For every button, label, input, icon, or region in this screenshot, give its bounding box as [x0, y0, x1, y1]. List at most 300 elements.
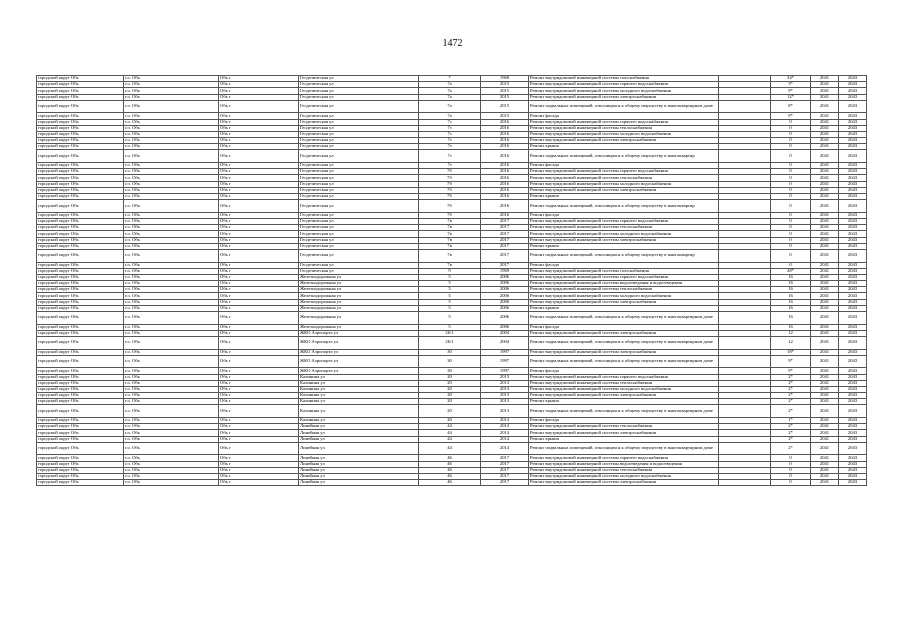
cell-settlement: г.о. Обь — [124, 467, 219, 473]
cell-end-year: 2043 — [839, 200, 867, 213]
cell-blank — [719, 405, 771, 418]
cell-street: Геодезическая ул — [299, 113, 419, 119]
cell-municipality: городской округ Обь — [37, 268, 124, 274]
cell-municipality: городской округ Обь — [37, 355, 124, 368]
cell-street: Железнодорожная ул — [299, 274, 419, 280]
cell-house: 5 — [419, 281, 481, 287]
cell-street: Геодезическая ул — [299, 237, 419, 243]
cell-blank — [719, 442, 771, 455]
cell-year: 2016 — [481, 187, 529, 193]
cell-settlement: г.о. Обь — [124, 249, 219, 262]
cell-municipality: городской округ Обь — [37, 194, 124, 200]
cell-municipality: городской округ Обь — [37, 237, 124, 243]
cell-municipality: городской округ Обь — [37, 274, 124, 280]
cell-settlement: г.о. Обь — [124, 399, 219, 405]
cell-start-year: 2041 — [811, 274, 839, 280]
cell-work-type: Ремонт подвальных помещений, относящихся к общему имуществу в многоквартир — [529, 249, 719, 262]
cell-house: 7з — [419, 144, 481, 150]
cell-settlement: г.о. Обь — [124, 76, 219, 82]
cell-count: 9* — [771, 368, 811, 374]
cell-street: Геодезическая ул — [299, 194, 419, 200]
cell-locality: Обь г — [219, 138, 299, 144]
cell-street: Калинина ул — [299, 380, 419, 386]
cell-work-type: Ремонт фасада — [529, 368, 719, 374]
cell-house: 5 — [419, 305, 481, 311]
cell-locality: Обь г — [219, 237, 299, 243]
cell-year: 2015 — [481, 113, 529, 119]
cell-year: 2006 — [481, 312, 529, 325]
cell-count: 2* — [771, 380, 811, 386]
cell-end-year: 2043 — [839, 467, 867, 473]
cell-count: 16 — [771, 305, 811, 311]
cell-street: Геодезическая ул — [299, 175, 419, 181]
cell-house: 20 — [419, 405, 481, 418]
cell-locality: Обь г — [219, 418, 299, 424]
cell-house: 20 — [419, 399, 481, 405]
cell-start-year: 2041 — [811, 480, 839, 486]
cell-work-type: Ремонт внутридомовой инженерной системы теплоснабжения — [529, 380, 719, 386]
cell-work-type: Ремонт фасада — [529, 163, 719, 169]
cell-locality: Обь г — [219, 194, 299, 200]
cell-year: 2016 — [481, 119, 529, 125]
cell-locality: Обь г — [219, 144, 299, 150]
cell-start-year: 2041 — [811, 380, 839, 386]
cell-work-type: Ремонт подвальных помещений, относящихся к общему имуществу в многоквартирном доме — [529, 442, 719, 455]
cell-end-year: 2043 — [839, 274, 867, 280]
cell-count: 12 — [771, 336, 811, 349]
cell-locality: Обь г — [219, 424, 299, 430]
cell-count: 2* — [771, 393, 811, 399]
cell-municipality: городской округ Обь — [37, 480, 124, 486]
cell-work-type: Ремонт внутридомовой инженерной системы теплоснабжения — [529, 424, 719, 430]
cell-work-type: Ремонт крыши — [529, 243, 719, 249]
cell-municipality: городской округ Обь — [37, 249, 124, 262]
cell-start-year: 2041 — [811, 249, 839, 262]
cell-year: 2017 — [481, 218, 529, 224]
cell-locality: Обь г — [219, 225, 299, 231]
cell-count: 2* — [771, 430, 811, 436]
cell-year: 2017 — [481, 231, 529, 237]
cell-end-year: 2043 — [839, 100, 867, 113]
cell-locality: Обь г — [219, 336, 299, 349]
cell-street: Геодезическая ул — [299, 94, 419, 100]
cell-start-year: 2041 — [811, 405, 839, 418]
cell-end-year: 2043 — [839, 119, 867, 125]
cell-count: 0 — [771, 150, 811, 163]
cell-count: 2* — [771, 386, 811, 392]
cell-start-year: 2041 — [811, 399, 839, 405]
cell-work-type: Ремонт внутридомовой инженерной системы холодного водоснабжения — [529, 293, 719, 299]
cell-street: ЖКО Аэропорта ул — [299, 336, 419, 349]
cell-count: 0 — [771, 144, 811, 150]
cell-count: 16 — [771, 299, 811, 305]
cell-settlement: г.о. Обь — [124, 480, 219, 486]
cell-locality: Обь г — [219, 231, 299, 237]
cell-street: Геодезическая ул — [299, 249, 419, 262]
cell-end-year: 2043 — [839, 368, 867, 374]
cell-work-type: Ремонт крыши — [529, 436, 719, 442]
cell-house: 44 — [419, 436, 481, 442]
cell-work-type: Ремонт внутридомовой инженерной системы газоснабжения — [529, 268, 719, 274]
cell-locality: Обь г — [219, 330, 299, 336]
cell-work-type: Ремонт внутридомовой инженерной системы теплоснабжения — [529, 175, 719, 181]
cell-house: 7з — [419, 131, 481, 137]
cell-work-type: Ремонт подвальных помещений, относящихся к общему имуществу в многоквартирном доме — [529, 312, 719, 325]
cell-house: 30 — [419, 349, 481, 355]
cell-work-type: Ремонт подвальных помещений, относящихся к общему имуществу в многоквартирном доме — [529, 100, 719, 113]
cell-house: 20 — [419, 380, 481, 386]
cell-work-type: Ремонт внутридомовой инженерной системы теплоснабжения — [529, 287, 719, 293]
cell-municipality: городской округ Обь — [37, 163, 124, 169]
cell-settlement: г.о. Обь — [124, 231, 219, 237]
cell-count: 0 — [771, 461, 811, 467]
cell-end-year: 2043 — [839, 418, 867, 424]
cell-end-year: 2043 — [839, 243, 867, 249]
cell-year: 2013 — [481, 386, 529, 392]
cell-year: 2016 — [481, 169, 529, 175]
cell-house: 7в — [419, 218, 481, 224]
cell-locality: Обь г — [219, 368, 299, 374]
cell-year: 2013 — [481, 418, 529, 424]
cell-end-year: 2043 — [839, 94, 867, 100]
table-row — [37, 100, 867, 113]
cell-locality: Обь г — [219, 349, 299, 355]
cell-year: 2006 — [481, 287, 529, 293]
cell-start-year: 2041 — [811, 212, 839, 218]
cell-municipality: городской округ Обь — [37, 386, 124, 392]
cell-year: 2016 — [481, 175, 529, 181]
cell-end-year: 2043 — [839, 436, 867, 442]
cell-locality: Обь г — [219, 212, 299, 218]
cell-house: 26/1 — [419, 330, 481, 336]
cell-start-year: 2041 — [811, 88, 839, 94]
cell-count: 9* — [771, 88, 811, 94]
cell-locality: Обь г — [219, 150, 299, 163]
cell-locality: Обь г — [219, 131, 299, 137]
cell-settlement: г.о. Обь — [124, 355, 219, 368]
cell-street: Калинина ул — [299, 405, 419, 418]
cell-start-year: 2041 — [811, 305, 839, 311]
cell-start-year: 2041 — [811, 76, 839, 82]
cell-end-year: 2043 — [839, 349, 867, 355]
cell-house: 7б — [419, 169, 481, 175]
cell-count: 0 — [771, 237, 811, 243]
table-row — [37, 249, 867, 262]
cell-locality: Обь г — [219, 355, 299, 368]
cell-house: 5 — [419, 287, 481, 293]
cell-house: 20 — [419, 374, 481, 380]
cell-end-year: 2043 — [839, 163, 867, 169]
cell-start-year: 2041 — [811, 467, 839, 473]
cell-year: 1969 — [481, 268, 529, 274]
cell-work-type: Ремонт внутридомовой инженерной системы теплоснабжения — [529, 467, 719, 473]
cell-house: 46 — [419, 461, 481, 467]
cell-settlement: г.о. Обь — [124, 281, 219, 287]
cell-street: Геодезическая ул — [299, 243, 419, 249]
cell-count: 0 — [771, 262, 811, 268]
cell-start-year: 2041 — [811, 430, 839, 436]
cell-count: 0 — [771, 473, 811, 479]
cell-count: 0 — [771, 225, 811, 231]
cell-work-type: Ремонт внутридомовой инженерной системы горячего водоснабжения — [529, 455, 719, 461]
cell-blank — [719, 150, 771, 163]
cell-year: 1997 — [481, 349, 529, 355]
cell-count: 16 — [771, 274, 811, 280]
cell-year: 2016 — [481, 194, 529, 200]
cell-year: 2014 — [481, 436, 529, 442]
cell-settlement: г.о. Обь — [124, 336, 219, 349]
cell-work-type: Ремонт крыши — [529, 194, 719, 200]
cell-house: 7б — [419, 181, 481, 187]
cell-start-year: 2041 — [811, 262, 839, 268]
table-row — [37, 150, 867, 163]
table-row — [37, 200, 867, 213]
cell-locality: Обь г — [219, 393, 299, 399]
cell-settlement: г.о. Обь — [124, 405, 219, 418]
cell-street: Геодезическая ул — [299, 144, 419, 150]
cell-year: 2013 — [481, 393, 529, 399]
cell-end-year: 2043 — [839, 76, 867, 82]
cell-end-year: 2043 — [839, 355, 867, 368]
cell-settlement: г.о. Обь — [124, 88, 219, 94]
cell-settlement: г.о. Обь — [124, 218, 219, 224]
cell-work-type: Ремонт фасада — [529, 113, 719, 119]
cell-settlement: г.о. Обь — [124, 175, 219, 181]
cell-municipality: городской округ Обь — [37, 393, 124, 399]
cell-start-year: 2041 — [811, 218, 839, 224]
cell-count: 0 — [771, 131, 811, 137]
cell-locality: Обь г — [219, 430, 299, 436]
cell-settlement: г.о. Обь — [124, 125, 219, 131]
cell-settlement: г.о. Обь — [124, 424, 219, 430]
cell-street: Калинина ул — [299, 386, 419, 392]
cell-start-year: 2041 — [811, 131, 839, 137]
cell-work-type: Ремонт внутридомовой инженерной системы холодного водоснабжения — [529, 181, 719, 187]
cell-year: 2015 — [481, 82, 529, 88]
cell-end-year: 2043 — [839, 330, 867, 336]
cell-house: 44 — [419, 442, 481, 455]
cell-street: Железнодорожная ул — [299, 305, 419, 311]
cell-work-type: Ремонт внутридомовой инженерной системы электроснабжения — [529, 330, 719, 336]
cell-house: 30 — [419, 355, 481, 368]
cell-municipality: городской округ Обь — [37, 349, 124, 355]
cell-year: 1997 — [481, 355, 529, 368]
cell-street: Геодезическая ул — [299, 169, 419, 175]
cell-street: Геодезическая ул — [299, 82, 419, 88]
cell-house: 20 — [419, 386, 481, 392]
cell-work-type: Ремонт внутридомовой инженерной системы холодного водоснабжения — [529, 88, 719, 94]
cell-locality: Обь г — [219, 169, 299, 175]
cell-house: 7б — [419, 194, 481, 200]
cell-street: Геодезическая ул — [299, 181, 419, 187]
cell-locality: Обь г — [219, 312, 299, 325]
cell-street: Геодезическая ул — [299, 268, 419, 274]
cell-settlement: г.о. Обь — [124, 293, 219, 299]
cell-municipality: городской округ Обь — [37, 138, 124, 144]
cell-locality: Обь г — [219, 268, 299, 274]
cell-settlement: г.о. Обь — [124, 194, 219, 200]
cell-street: ЖКО Аэропорта ул — [299, 330, 419, 336]
cell-end-year: 2043 — [839, 281, 867, 287]
cell-count: 12 — [771, 330, 811, 336]
cell-year: 2016 — [481, 181, 529, 187]
table-row — [37, 312, 867, 325]
cell-year: 2013 — [481, 399, 529, 405]
cell-year: 2006 — [481, 299, 529, 305]
cell-street: Линейная ул — [299, 473, 419, 479]
cell-count: 16 — [771, 281, 811, 287]
cell-start-year: 2041 — [811, 138, 839, 144]
cell-settlement: г.о. Обь — [124, 386, 219, 392]
cell-settlement: г.о. Обь — [124, 330, 219, 336]
cell-municipality: городской округ Обь — [37, 262, 124, 268]
cell-street: Геодезическая ул — [299, 163, 419, 169]
cell-work-type: Ремонт внутридомовой инженерной системы электроснабжения — [529, 138, 719, 144]
cell-locality: Обь г — [219, 442, 299, 455]
cell-municipality: городской округ Обь — [37, 144, 124, 150]
cell-street: Линейная ул — [299, 436, 419, 442]
cell-municipality: городской округ Обь — [37, 187, 124, 193]
cell-start-year: 2041 — [811, 150, 839, 163]
cell-house: 7в — [419, 231, 481, 237]
cell-year: 2017 — [481, 249, 529, 262]
cell-work-type: Ремонт подвальных помещений, относящихся к общему имуществу в многоквартир — [529, 150, 719, 163]
cell-work-type: Ремонт внутридомовой инженерной системы теплоснабжения — [529, 225, 719, 231]
cell-count: 0 — [771, 119, 811, 125]
cell-end-year: 2043 — [839, 324, 867, 330]
cell-start-year: 2041 — [811, 100, 839, 113]
cell-count: 12* — [771, 94, 811, 100]
cell-end-year: 2043 — [839, 312, 867, 325]
cell-municipality: городской округ Обь — [37, 442, 124, 455]
cell-end-year: 2043 — [839, 88, 867, 94]
cell-year: 2014 — [481, 442, 529, 455]
cell-start-year: 2041 — [811, 225, 839, 231]
cell-locality: Обь г — [219, 76, 299, 82]
cell-settlement: г.о. Обь — [124, 237, 219, 243]
cell-count: 0 — [771, 455, 811, 461]
cell-work-type: Ремонт внутридомовой инженерной системы электроснабжения — [529, 480, 719, 486]
cell-municipality: городской округ Обь — [37, 467, 124, 473]
cell-house: 7з — [419, 138, 481, 144]
cell-end-year: 2043 — [839, 455, 867, 461]
cell-year: 1968 — [481, 76, 529, 82]
cell-street: Железнодорожная ул — [299, 287, 419, 293]
cell-end-year: 2043 — [839, 386, 867, 392]
cell-year: 2015 — [481, 94, 529, 100]
cell-locality: Обь г — [219, 305, 299, 311]
cell-house: 7а — [419, 113, 481, 119]
cell-year: 2004 — [481, 330, 529, 336]
cell-municipality: городской округ Обь — [37, 473, 124, 479]
cell-settlement: г.о. Обь — [124, 473, 219, 479]
cell-work-type: Ремонт внутридомовой инженерной системы электроснабжения — [529, 299, 719, 305]
cell-year: 2016 — [481, 125, 529, 131]
cell-locality: Обь г — [219, 324, 299, 330]
cell-blank — [719, 480, 771, 486]
cell-municipality: городской округ Обь — [37, 461, 124, 467]
cell-house: 7з — [419, 163, 481, 169]
cell-locality: Обь г — [219, 299, 299, 305]
cell-settlement: г.о. Обь — [124, 138, 219, 144]
capital-repair-table — [36, 75, 867, 486]
cell-municipality: городской округ Обь — [37, 436, 124, 442]
cell-count: 2* — [771, 405, 811, 418]
cell-year: 2006 — [481, 293, 529, 299]
cell-house: 7з — [419, 150, 481, 163]
cell-end-year: 2043 — [839, 237, 867, 243]
cell-house: 5 — [419, 324, 481, 330]
cell-start-year: 2041 — [811, 287, 839, 293]
cell-house: 7а — [419, 94, 481, 100]
cell-locality: Обь г — [219, 480, 299, 486]
cell-street: ЖКО Аэропорта ул — [299, 355, 419, 368]
cell-street: Железнодорожная ул — [299, 324, 419, 330]
cell-street: Линейная ул — [299, 461, 419, 467]
cell-settlement: г.о. Обь — [124, 144, 219, 150]
cell-work-type: Ремонт внутридомовой инженерной системы водоотведения и водоотведения — [529, 461, 719, 467]
cell-settlement: г.о. Обь — [124, 393, 219, 399]
cell-start-year: 2041 — [811, 299, 839, 305]
cell-locality: Обь г — [219, 287, 299, 293]
cell-locality: Обь г — [219, 175, 299, 181]
cell-work-type: Ремонт внутридомовой инженерной системы электроснабжения — [529, 237, 719, 243]
cell-year: 2017 — [481, 461, 529, 467]
cell-settlement: г.о. Обь — [124, 287, 219, 293]
cell-count: 34* — [771, 76, 811, 82]
cell-house: 7в — [419, 225, 481, 231]
cell-municipality: городской округ Обь — [37, 94, 124, 100]
cell-settlement: г.о. Обь — [124, 200, 219, 213]
cell-locality: Обь г — [219, 200, 299, 213]
table-body — [37, 76, 867, 486]
cell-year: 2004 — [481, 336, 529, 349]
cell-year: 2016 — [481, 138, 529, 144]
cell-locality: Обь г — [219, 467, 299, 473]
cell-start-year: 2041 — [811, 113, 839, 119]
cell-start-year: 2041 — [811, 175, 839, 181]
cell-settlement: г.о. Обь — [124, 305, 219, 311]
cell-locality: Обь г — [219, 82, 299, 88]
cell-settlement: г.о. Обь — [124, 380, 219, 386]
cell-end-year: 2043 — [839, 305, 867, 311]
cell-municipality: городской округ Обь — [37, 299, 124, 305]
cell-house: 46 — [419, 455, 481, 461]
cell-start-year: 2041 — [811, 194, 839, 200]
cell-count: 0 — [771, 125, 811, 131]
cell-count: 16 — [771, 324, 811, 330]
cell-municipality: городской округ Обь — [37, 293, 124, 299]
cell-settlement: г.о. Обь — [124, 169, 219, 175]
cell-street: Геодезическая ул — [299, 150, 419, 163]
cell-settlement: г.о. Обь — [124, 455, 219, 461]
cell-street: Геодезическая ул — [299, 100, 419, 113]
cell-end-year: 2043 — [839, 218, 867, 224]
cell-year: 2014 — [481, 424, 529, 430]
cell-end-year: 2043 — [839, 125, 867, 131]
cell-work-type: Ремонт внутридомовой инженерной системы горячего водоснабжения — [529, 374, 719, 380]
cell-street: Геодезическая ул — [299, 187, 419, 193]
cell-start-year: 2041 — [811, 181, 839, 187]
cell-house: 44 — [419, 424, 481, 430]
cell-year: 2015 — [481, 100, 529, 113]
cell-settlement: г.о. Обь — [124, 418, 219, 424]
cell-count: 0 — [771, 480, 811, 486]
cell-house: 5 — [419, 293, 481, 299]
cell-count: 9* — [771, 113, 811, 119]
cell-street: Геодезическая ул — [299, 200, 419, 213]
cell-count: 16 — [771, 287, 811, 293]
